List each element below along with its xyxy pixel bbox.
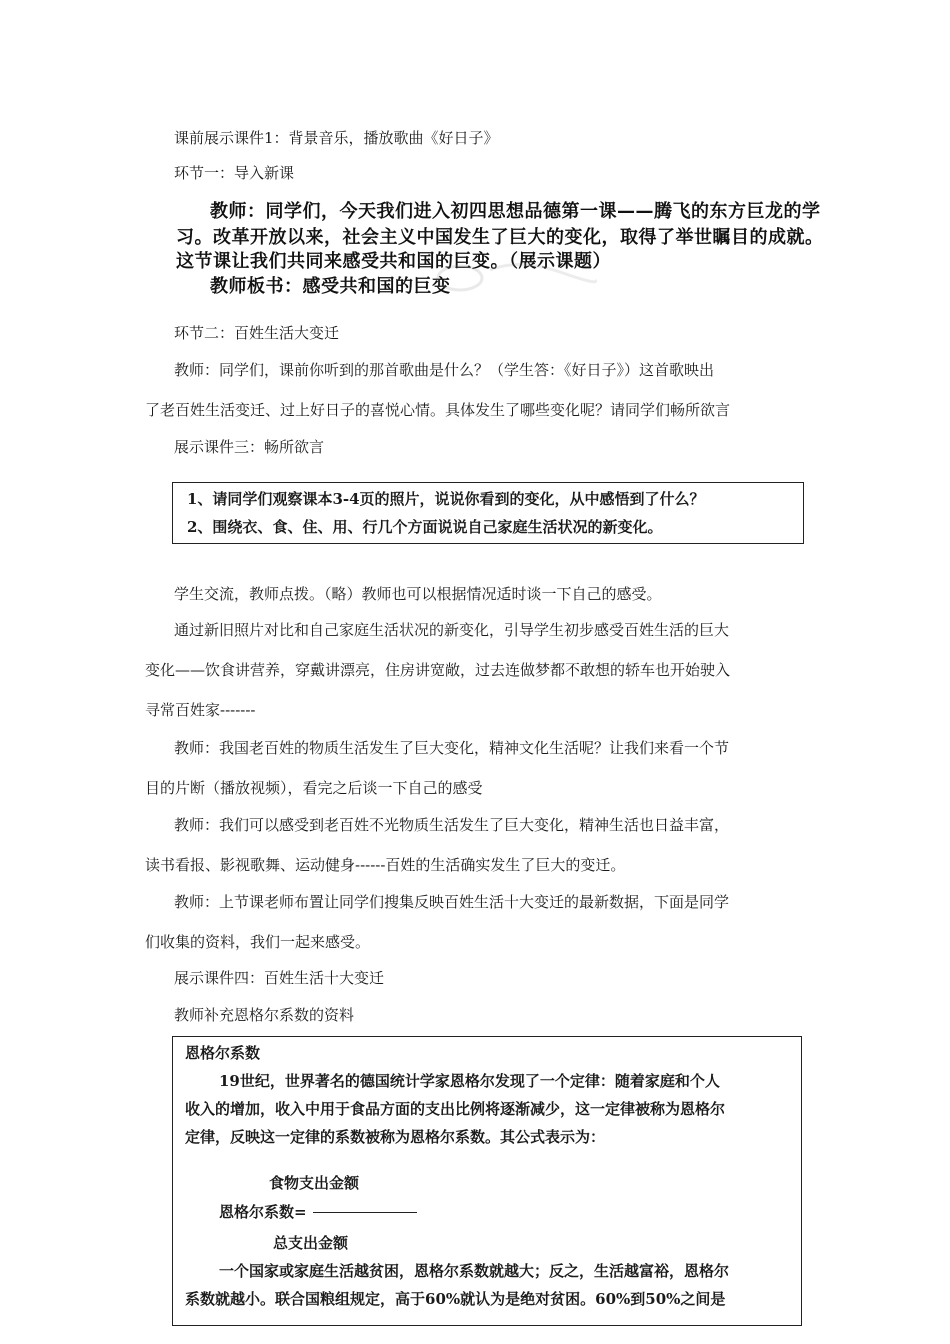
image-line-3: 这节课让我们共同来感受共和国的巨变。（展示课题） (176, 251, 611, 272)
engel-p1-line1: 19世纪，世界著名的德国统计学家恩格尔发现了一个定律：随着家庭和个人 (219, 1072, 720, 1090)
courseware-4-line: 展示课件四：百姓生活十大变迁 (174, 969, 385, 987)
student-exchange-line: 学生交流，教师点拨。（略）教师也可以根据情况适时谈一下自己的感受。 (174, 585, 662, 603)
formula-fraction-bar (313, 1212, 417, 1213)
teacher-line-4a: 教师：上节课老师布置让同学们搜集反映百姓生活十大变迁的最新数据，下面是同学 (174, 893, 730, 911)
teacher-line-4b: 们收集的资料，我们一起来感受。 (145, 933, 371, 951)
paragraph-compare-a: 通过新旧照片对比和自己家庭生活状况的新变化，引导学生初步感受百姓生活的巨大 (174, 621, 730, 639)
question-2: 2、围绕衣、食、住、用、行几个方面说说自己家庭生活状况的新变化。 (187, 518, 663, 536)
teacher-line-1b: 了老百姓生活变迁、过上好日子的喜悦心情。具体发生了哪些变化呢？请同学们畅所欲言 (145, 401, 731, 419)
section-2-heading: 环节二：百姓生活大变迁 (174, 324, 340, 342)
image-line-2: 习。改革开放以来，社会主义中国发生了巨大的变化，取得了举世瞩目的成就。 (176, 227, 824, 248)
teacher-line-3a: 教师：我们可以感受到老百姓不光物质生活发生了巨大变化，精神生活也日益丰富， (174, 816, 730, 834)
paragraph-compare-b: 变化——饮食讲营养，穿戴讲漂亮，住房讲宽敞，过去连做梦都不敢想的轿车也开始驶入 (145, 661, 731, 679)
engel-p2-line2: 系数就越小。联合国粮组规定，高于60%就认为是绝对贫困。60%到50%之间是 (185, 1290, 726, 1308)
engel-p1-line2: 收入的增加，收入中用于食品方面的支出比例将逐渐减少，这一定律被称为恩格尔 (185, 1100, 726, 1118)
teacher-line-3b: 读书看报、影视歌舞、运动健身------百姓的生活确实发生了巨大的变迁。 (145, 856, 626, 874)
watermark-logo (430, 250, 600, 310)
engel-title: 恩格尔系数 (185, 1044, 261, 1062)
formula-denominator: 总支出金额 (273, 1234, 349, 1252)
question-1: 1、请同学们观察课本3-4页的照片，说说你看到的变化，从中感悟到了什么？ (187, 490, 705, 508)
courseware-3-line: 展示课件三：畅所欲言 (174, 438, 325, 456)
teacher-line-1a: 教师：同学们，课前你听到的那首歌曲是什么？（学生答：《好日子》）这首歌映出 (174, 361, 715, 379)
section-1-heading: 环节一：导入新课 (174, 164, 295, 182)
formula-numerator: 食物支出金额 (269, 1174, 360, 1192)
discussion-questions-box (172, 482, 804, 544)
paragraph-compare-c: 寻常百姓家------- (145, 701, 256, 719)
formula-label: 恩格尔系数= (219, 1203, 307, 1221)
engel-p2-line1: 一个国家或家庭生活越贫困，恩格尔系数就越大；反之，生活越富裕，恩格尔 (219, 1262, 730, 1280)
engel-coefficient-box (172, 1036, 802, 1326)
courseware-1-line: 课前展示课件1：背景音乐，播放歌曲《好日子》 (174, 129, 499, 147)
image-line-4: 教师板书：感受共和国的巨变 (210, 276, 451, 297)
engel-intro-line: 教师补充恩格尔系数的资料 (174, 1006, 355, 1024)
engel-p1-line3: 定律，反映这一定律的系数被称为恩格尔系数。其公式表示为： (185, 1128, 606, 1146)
teacher-line-2a: 教师：我国老百姓的物质生活发生了巨大变化，精神文化生活呢？让我们来看一个节 (174, 739, 730, 757)
image-line-1: 教师：同学们，今天我们进入初四思想品德第一课——腾飞的东方巨龙的学 (210, 201, 821, 222)
teacher-line-2b: 目的片断（播放视频），看完之后谈一下自己的感受 (145, 779, 483, 797)
